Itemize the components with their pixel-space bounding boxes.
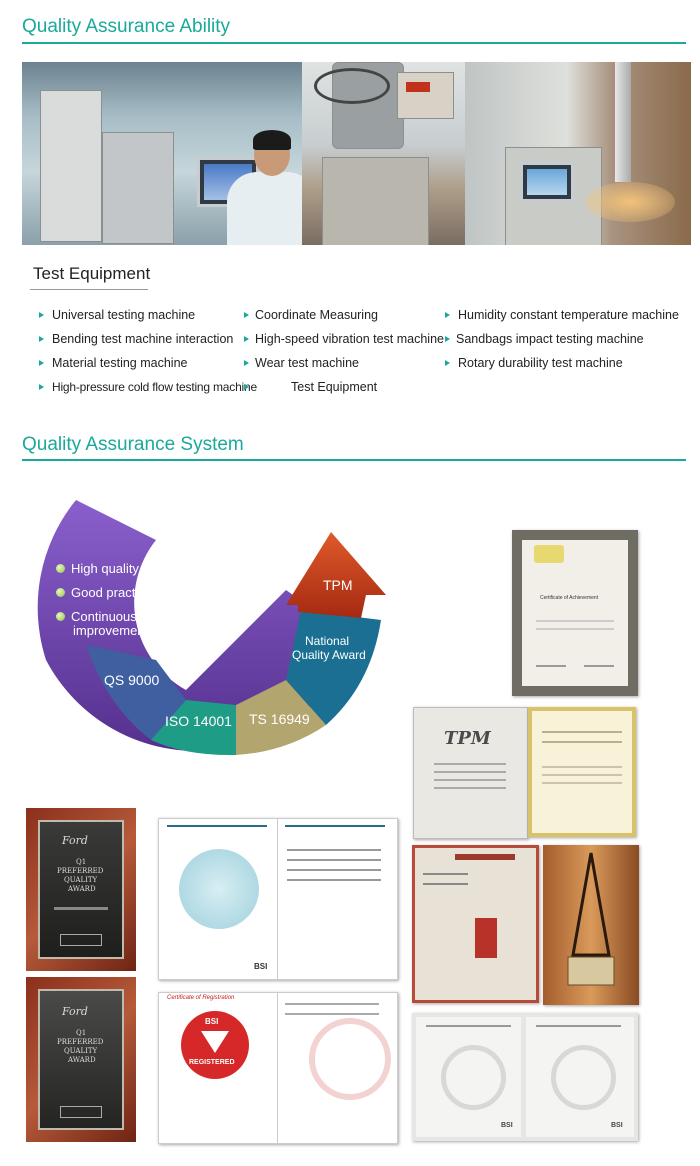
bullet-icon [445, 360, 450, 366]
cmm-monitor [520, 162, 574, 202]
trophy-icon [543, 845, 639, 1005]
lab-photo-banner [22, 62, 691, 245]
bullet-icon [445, 336, 450, 342]
display-red [406, 82, 430, 92]
bsi-environmental-certificate [158, 818, 398, 980]
award-text: AWARD [68, 1056, 96, 1064]
equipment-item: Universal testing machine [52, 308, 196, 322]
label-award-line1: National [305, 634, 350, 648]
section-rule [22, 42, 686, 44]
section-rule [22, 459, 686, 461]
preferred-text: PREFERRED [57, 1038, 104, 1046]
list-continuous: Continuous [71, 609, 137, 624]
label-tpm: TPM [323, 577, 353, 593]
car-photo [534, 545, 564, 563]
tpm-arrow [286, 532, 386, 618]
quality-text: QUALITY [64, 1047, 98, 1055]
bsi-watermark [179, 849, 259, 929]
equipment-item: Sandbags impact testing machine [456, 332, 644, 346]
bullet-icon [244, 360, 249, 366]
bsi-watermark [551, 1045, 616, 1110]
technician-hair [253, 130, 291, 150]
bullet-icon [244, 384, 249, 390]
bsi-logo: BSI [254, 962, 268, 971]
bullet-icon [39, 312, 44, 318]
section-title-ability: Quality Assurance Ability [22, 16, 231, 37]
equipment-item: Wear test machine [255, 356, 359, 370]
digital-display [397, 72, 454, 119]
bsi-logo: BSI [501, 1122, 513, 1129]
equipment-item: High-pressure cold flow testing machine [52, 380, 257, 394]
list-good-practice: Good practice [71, 585, 152, 600]
section-title-system: Quality Assurance System [22, 434, 244, 455]
label-award-line2: Quality Award [292, 648, 366, 662]
certificate-tpm [413, 707, 528, 839]
bsi-logo: BSI [611, 1122, 623, 1129]
list-improvement: improvement [73, 623, 149, 638]
bullet-icon [244, 336, 249, 342]
certificate-title: Certificate of Achievement [540, 595, 599, 601]
control-cabinet [102, 132, 174, 244]
equipment-item: Material testing machine [52, 356, 188, 370]
equipment-item: Test Equipment [291, 380, 378, 394]
registered-seal-icon [181, 1011, 249, 1079]
seal-registered: REGISTERED [189, 1059, 235, 1066]
tpm-logo: TPM [444, 728, 491, 749]
bullet-icon [445, 312, 450, 318]
seal-bsi: BSI [205, 1017, 219, 1026]
bullet-dot-icon [56, 612, 65, 621]
bullet-icon [39, 384, 44, 390]
bullet-dot-icon [56, 588, 65, 597]
bsi-watermark [441, 1045, 506, 1110]
ford-logo: Ford [62, 834, 88, 847]
preferred-text: PREFERRED [57, 867, 104, 875]
quality-registration-certificates [412, 1013, 638, 1141]
measuring-beam [615, 62, 631, 182]
equipment-item: Coordinate Measuring [255, 308, 378, 322]
light-glow [585, 182, 675, 222]
lab-photo-right [465, 62, 691, 245]
ford-plaque-1 [26, 808, 136, 971]
bullet-icon [39, 360, 44, 366]
bullet-icon [244, 312, 249, 318]
list-high-quality: High quality [71, 561, 139, 576]
ford-plaque-2 [26, 977, 136, 1142]
cert-registration-title: Certificate of Registration [167, 995, 235, 1001]
bsi-registration-certificate [158, 992, 398, 1144]
bullet-icon [39, 336, 44, 342]
red-seal [475, 918, 497, 958]
label-iso14001: ISO 14001 [165, 713, 232, 729]
label-qs9000: QS 9000 [104, 672, 160, 688]
certificate-national-award [412, 845, 539, 1003]
equipment-item: Bending test machine interaction [52, 332, 234, 346]
trophy-photo [543, 845, 639, 1005]
q1-text: Q1 [76, 858, 87, 866]
registered-watermark [309, 1018, 391, 1100]
award-text: AWARD [68, 885, 96, 893]
lab-photo-middle [302, 62, 467, 245]
humidity-chamber [322, 157, 429, 245]
label-ts16949: TS 16949 [249, 711, 310, 727]
lab-photo-left [22, 62, 304, 245]
q1-text: Q1 [76, 1029, 87, 1037]
test-equipment-title: Test Equipment [33, 264, 151, 283]
bullet-dot-icon [56, 564, 65, 573]
test-equipment-rule [30, 289, 148, 290]
equipment-item: Rotary durability test machine [458, 356, 623, 370]
equipment-item: Humidity constant temperature machine [458, 308, 679, 322]
test-machine [40, 90, 102, 242]
ford-logo: Ford [62, 1005, 88, 1018]
quality-text: QUALITY [64, 876, 98, 884]
equipment-item: High-speed vibration test machine [255, 332, 444, 346]
certificate-gold [528, 707, 636, 837]
press-wheel [314, 68, 390, 104]
certificate-achievement [512, 530, 638, 696]
